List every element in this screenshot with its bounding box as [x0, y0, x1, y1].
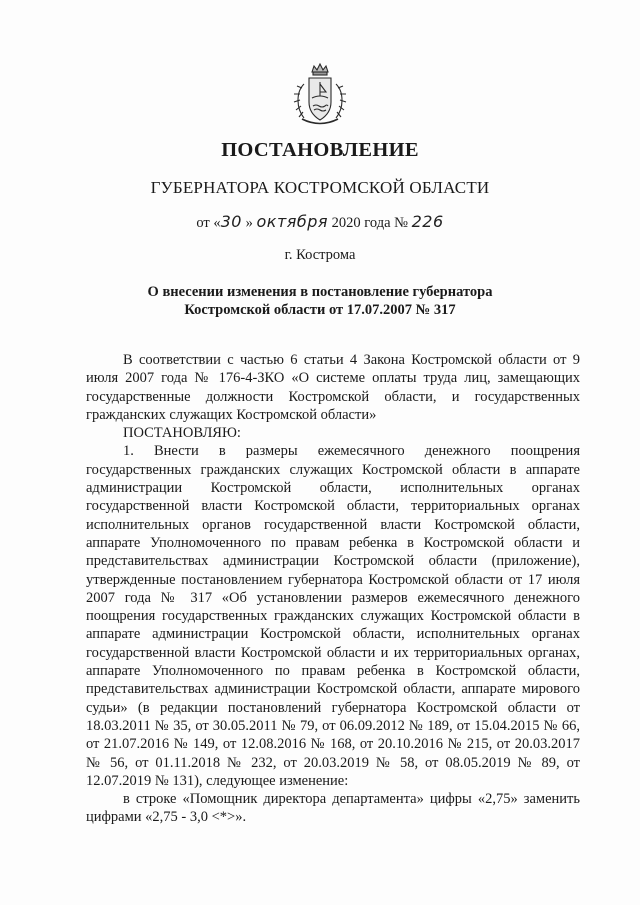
clause-1-paragraph: 1. Внести в размеры ежемесячного денежного поощрения государственных гражданских служащих Костромской области в аппарате администрации Костромской области, исполнительных органах государственной власти Костромской области, территориальных органах исполнительных органов государственной власти Костромской области, аппарате Уполномоченного по правам ребенка в Костромской области и представительствах администрации Костромской области (приложение), утвержденные постановлением губернатора Костромской области от 17 июля 2007 года № 317 «Об установлении размеров ежемесячного денежного поощрения государственных гражданских служащих Костромской области в аппарате администрации Костромской области, исполнительных органах государственной власти Костромской области и их территориальных органах, аппарате Уполномоченного по правам ребенка в Костромской области, представительствах администрации Костромской области, аппарате мирового судьи» (в редакции постановлений губернатора Костромской области от 18.03.2011 № 35, от 30.05.2011 № 79, от 06.09.2012 № 189, от 15.04.2015 № 66, от 21.07.2016 № 149, от 12.08.2016 № 168, от 20.10.2016 № 215, от 20.03.2017 № 56, от 01.11.2018 № 232, от 20.03.2019 № 58, от 08.05.2019 № 89, от 12.07.2019 № 131), следующее изменение:: [86, 443, 580, 789]
handwritten-day: 30: [220, 212, 242, 231]
resolve-heading: ПОСТАНОВЛЯЮ:: [123, 425, 241, 442]
subject-line-2: Костромской области от 17.07.2007 № 317: [184, 302, 456, 318]
amendment-paragraph: в строке «Помощник директора департамента» цифры «2,75» заменить цифрами «2,75 - 3,0 <*>».: [86, 791, 580, 826]
document-title: ПОСТАНОВЛЕНИЕ: [221, 139, 419, 161]
coat-of-arms-icon: [290, 62, 350, 128]
document-subject: [0, 283, 640, 319]
date-mid: »: [241, 215, 257, 231]
city-line: г. Кострома: [284, 247, 356, 263]
preamble-paragraph: В соответствии с частью 6 статьи 4 Закона Костромской области от 9 июля 2007 года № 176-4-ЗКО «О системе оплаты труда лиц, замещающих государственные должности Костромской области, и государственных гражданских служащих Костромской области»: [86, 352, 580, 423]
document-body: [86, 351, 580, 827]
date-prefix: от «: [196, 215, 221, 231]
issuing-authority: ГУБЕРНАТОРА КОСТРОМСКОЙ ОБЛАСТИ: [150, 178, 490, 197]
subject-line-1: О внесении изменения в постановление губернатора: [147, 284, 493, 300]
handwritten-number: 226: [411, 212, 444, 231]
handwritten-month: октября: [256, 212, 329, 231]
document-date-line: [0, 212, 640, 232]
date-year: 2020 года №: [328, 215, 412, 231]
